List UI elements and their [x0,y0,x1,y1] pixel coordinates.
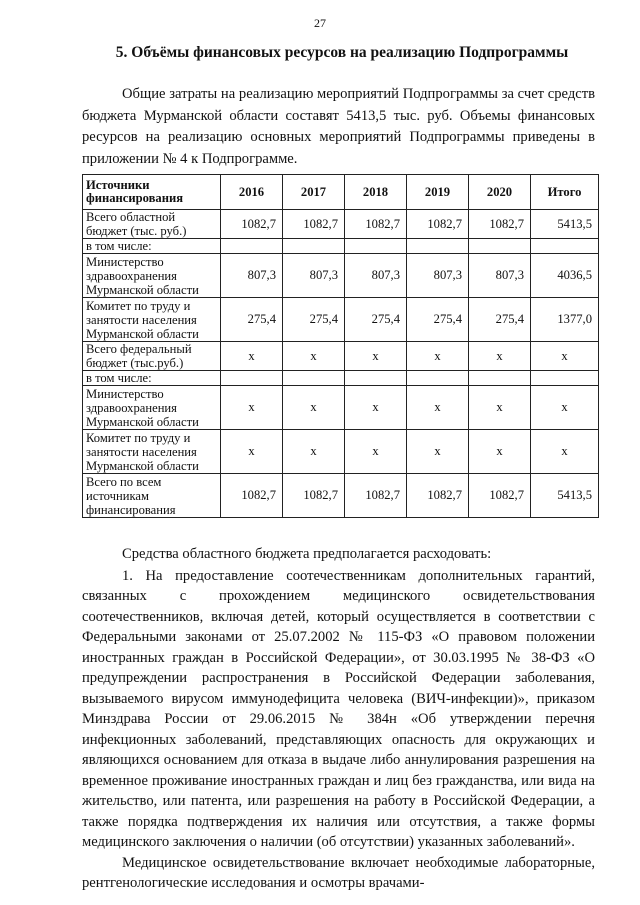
section-title: 5. Объёмы финансовых ресурсов на реализацию Подпрограммы [115,44,569,61]
cell-value: 807,3 [469,254,531,298]
cell-value [345,239,407,254]
cell-value: х [221,342,283,371]
row-label: в том числе: [83,239,221,254]
cell-value: 275,4 [221,298,283,342]
row-label: Комитет по труду и занятости населения Мурманской области [83,298,221,342]
cell-value: 1082,7 [407,210,469,239]
table-row [83,254,599,298]
row-label: в том числе: [83,371,221,386]
cell-value: 1082,7 [283,474,345,518]
cell-value: 1082,7 [345,474,407,518]
cell-value: х [407,386,469,430]
header-sources: Источники финансирования [83,175,221,210]
cell-value: х [469,430,531,474]
row-label: Министерство здравоохранения Мурманской области [83,386,221,430]
table-header-row [83,175,599,210]
table-row [83,371,599,386]
header-total: Итого [531,175,599,210]
cell-value: 1082,7 [469,210,531,239]
cell-value: х [345,342,407,371]
cell-value [345,371,407,386]
body-paragraph: 1. На предоставление соотечественникам дополнительных гарантий, связанных с прохождением медицинского освидетельствования соотечественников, включая детей, который осуществляется в соответствии с Федеральными законами от 25.07.2002 № 115-ФЗ «О правовом положении иностранных граждан в Российской Федерации», от 30.03.1995 № 38-ФЗ «О предупреждении распространения в Российской Федерации заболевания, вызываемого вирусом иммунодефицита человека (ВИЧ-инфекции)», приказом Минздрава России от 29.06.2015 № 384н «Об утверждении перечня инфекционных заболеваний, представляющих опасность для окружающих и являющихся основанием для отказа в выдаче либо аннулирования разрешения на временное проживание иностранных граждан и лиц без гражданства, или вида на жительство, или патента, или разрешения на работу в Российской Федерации, а также порядка подтверждения их наличия или отсутствия, а также формы медицинского заключения о наличии (об отсутствии) указанных заболеваний». [82,567,595,850]
cell-value: х [469,342,531,371]
cell-value [531,371,599,386]
row-label: Комитет по труду и занятости населения Мурманской области [83,430,221,474]
cell-value: 1082,7 [283,210,345,239]
header-year: 2019 [407,175,469,210]
table-row [83,386,599,430]
header-year: 2016 [221,175,283,210]
table-row [83,210,599,239]
cell-value [283,239,345,254]
table-row [83,239,599,254]
cell-value: х [407,430,469,474]
cell-value: х [283,386,345,430]
cell-value: х [531,430,599,474]
cell-value [283,371,345,386]
table-row [83,474,599,518]
header-year: 2017 [283,175,345,210]
cell-value: 275,4 [407,298,469,342]
intro-paragraph: Общие затраты на реализацию мероприятий Подпрограммы за счет средств бюджета Мурманской области составят 5413,5 тыс. руб. Объемы финансовых ресурсов на реализацию основных мероприятий Подпрограммы приведены в приложении № 4 к Подпрограмме. [82,86,595,167]
cell-value: 4036,5 [531,254,599,298]
row-label: Министерство здравоохранения Мурманской области [83,254,221,298]
cell-value: х [283,342,345,371]
cell-value: х [407,342,469,371]
page-number: 27 [314,16,326,30]
table-row [83,430,599,474]
row-label: Всего федеральный бюджет (тыс.руб.) [83,342,221,371]
cell-value: 1082,7 [407,474,469,518]
cell-value: 1377,0 [531,298,599,342]
cell-value: х [221,430,283,474]
body-paragraph: Медицинское освидетельствование включает необходимые лабораторные, рентгенологические исследования и осмотры врачами- [82,854,595,891]
cell-value [407,239,469,254]
cell-value [531,239,599,254]
row-label: Всего по всем источникам финансирования [83,474,221,518]
cell-value: х [531,386,599,430]
cell-value: 1082,7 [221,474,283,518]
cell-value: 5413,5 [531,474,599,518]
cell-value: 1082,7 [345,210,407,239]
cell-value: 275,4 [469,298,531,342]
financing-table [82,174,599,518]
table-row [83,298,599,342]
cell-value: 1082,7 [469,474,531,518]
cell-value: 275,4 [283,298,345,342]
row-label: Всего областной бюджет (тыс. руб.) [83,210,221,239]
cell-value: х [345,386,407,430]
cell-value: 1082,7 [221,210,283,239]
cell-value [469,371,531,386]
cell-value [469,239,531,254]
cell-value: х [221,386,283,430]
header-year: 2020 [469,175,531,210]
cell-value: х [531,342,599,371]
cell-value: х [469,386,531,430]
cell-value: 807,3 [345,254,407,298]
cell-value: 807,3 [407,254,469,298]
cell-value: 275,4 [345,298,407,342]
cell-value [221,239,283,254]
body-text [82,544,595,894]
cell-value [407,371,469,386]
cell-value: 807,3 [221,254,283,298]
header-year: 2018 [345,175,407,210]
cell-value: 807,3 [283,254,345,298]
table-row [83,342,599,371]
cell-value [221,371,283,386]
cell-value: 5413,5 [531,210,599,239]
body-paragraph: Средства областного бюджета предполагается расходовать: [122,546,492,562]
cell-value: х [283,430,345,474]
cell-value: х [345,430,407,474]
